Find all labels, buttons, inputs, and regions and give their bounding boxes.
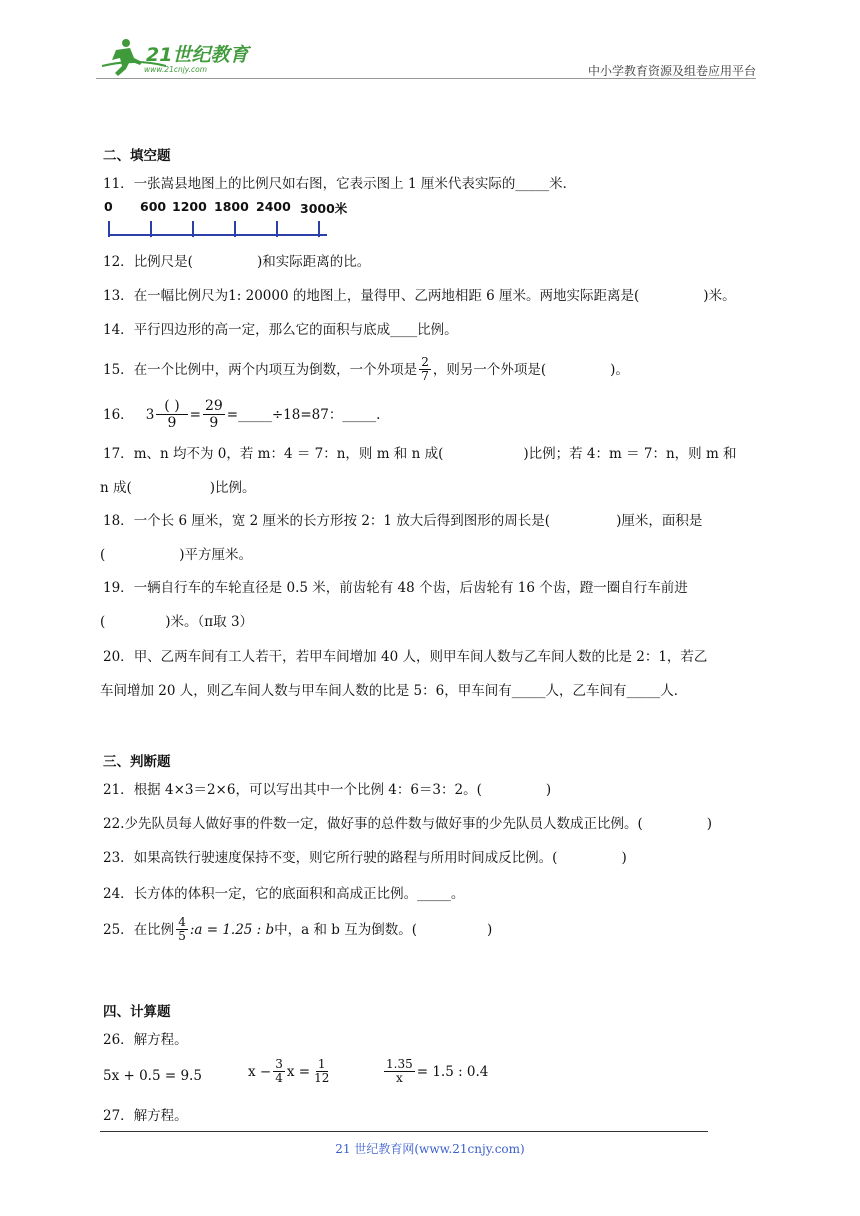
scale-label-3000: 3000米 [300,201,348,216]
header-divider [96,78,756,79]
question-19-line-1: 19．一辆自行车的车轮直径是 0.5 米，前齿轮有 48 个齿，后齿轮有 16 个齿，蹬一圈自行车前进 [103,580,688,596]
scale-label-0: 0 [104,199,113,214]
equation-1: 5x + 0.5 = 9.5 [103,1068,202,1084]
section-4-title: 四、计算题 [103,1004,171,1020]
section-2-title: 二、填空题 [103,148,171,164]
footer-divider [100,1131,708,1132]
fraction-one-twelfth: $\frac{1}{12}$ [314,1057,330,1085]
fraction-blank-over-9: $\frac{( )}{9}$ [156,398,187,431]
fraction-four-fifths: $\frac{4}{5}$ [178,915,186,943]
fraction-two-sevenths: $\frac{2}{7}$ [421,355,429,383]
question-24: 24．长方体的体积一定，它的底面积和高成正比例。_____。 [103,886,465,902]
svg-text:21世纪教育: 21世纪教育 [146,44,249,66]
question-13: 13．在一幅比例尺为1: 20000 的地图上，量得甲、乙两地相距 6 厘米。两地实际距离是( )米。 [103,288,736,304]
fraction-three-quarters: $\frac{3}{4}$ [275,1057,283,1085]
header-platform-text: 中小学教育资源及组卷应用平台 [587,64,756,78]
question-14: 14．平行四边形的高一定，那么它的面积与底成____比例。 [103,322,458,338]
question-23: 23．如果高铁行驶速度保持不变，则它所行驶的路程与所用时间成反比例。( ) [103,850,627,866]
scale-label-2400: 2400 [256,199,291,214]
question-17-line-2: n 成( )比例。 [100,480,256,496]
question-22: 22.少先队员每人做好事的件数一定，做好事的总件数与做好事的少先队员人数成正比例。( ) [103,816,713,832]
question-25: 25． 在比例 $\frac{4}{5}$ :a = 1.25 : b 中，a 和 b 互为倒数。( ) [103,915,493,943]
question-18-line-1: 18．一个长 6 厘米，宽 2 厘米的长方形按 2：1 放大后得到图形的周长是( )厘米，面积是 [103,513,703,529]
equation-2: x − $\frac{3}{4}$ x = $\frac{1}{12}$ [248,1057,330,1085]
fraction-29-over-9: $\frac{29}{9}$ [204,398,223,431]
question-21: 21．根据 4×3＝2×6，可以写出其中一个比例 4：6＝3：2。( ) [103,782,552,798]
question-15: 15． 在一个比例中，两个内项互为倒数，一个外项是 $\frac{2}{7}$ ，则另一个外项是( )。 [103,355,629,383]
question-27: 27．解方程。 [103,1108,188,1124]
fraction-1-35-over-x: $\frac{1.35}{x}$ [386,1057,413,1085]
equation-3: $\frac{1.35}{x}$ = 1.5 : 0.4 [386,1057,489,1085]
question-18-line-2: ( )平方厘米。 [100,547,253,563]
question-20-line-1: 20．甲、乙两车间有工人若干，若甲车间增加 40 人，则甲车间人数与乙车间人数的比是 2：1，若乙 [103,649,708,665]
footer-text: 21 世纪教育网(www.21cnjy.com) [335,1142,525,1156]
scale-label-600: 600 [140,199,167,214]
question-11: 11．一张嵩县地图上的比例尺如右图，它表示图上 1 厘米代表实际的_____米． [103,176,577,192]
scale-label-1800: 1800 [214,199,249,214]
question-17-line-1: 17．m、n 均不为 0，若 m：4 ＝ 7：n，则 m 和 n 成( )比例；若 4：m ＝ 7：n，则 m 和 [103,446,737,462]
scale-bar-lines [109,221,327,237]
svg-text:www.21cnjy.com: www.21cnjy.com [144,65,208,74]
question-16: 16． 3 $\frac{( )}{9}$ = $\frac{29}{9}$ =_____÷18=87：_____. [103,398,381,431]
scale-bar [101,199,361,243]
question-19-line-2: ( )米。（π取 3） [100,614,254,630]
section-3-title: 三、判断题 [103,754,171,770]
question-12: 12．比例尺是( )和实际距离的比。 [103,254,371,270]
question-20-line-2: 车间增加 20 人，则乙车间人数与甲车间人数的比是 5：6，甲车间有_____人，乙车间有_____人． [100,683,688,699]
scale-label-1200: 1200 [172,199,207,214]
site-logo [96,36,256,80]
question-26: 26．解方程。 [103,1032,188,1048]
